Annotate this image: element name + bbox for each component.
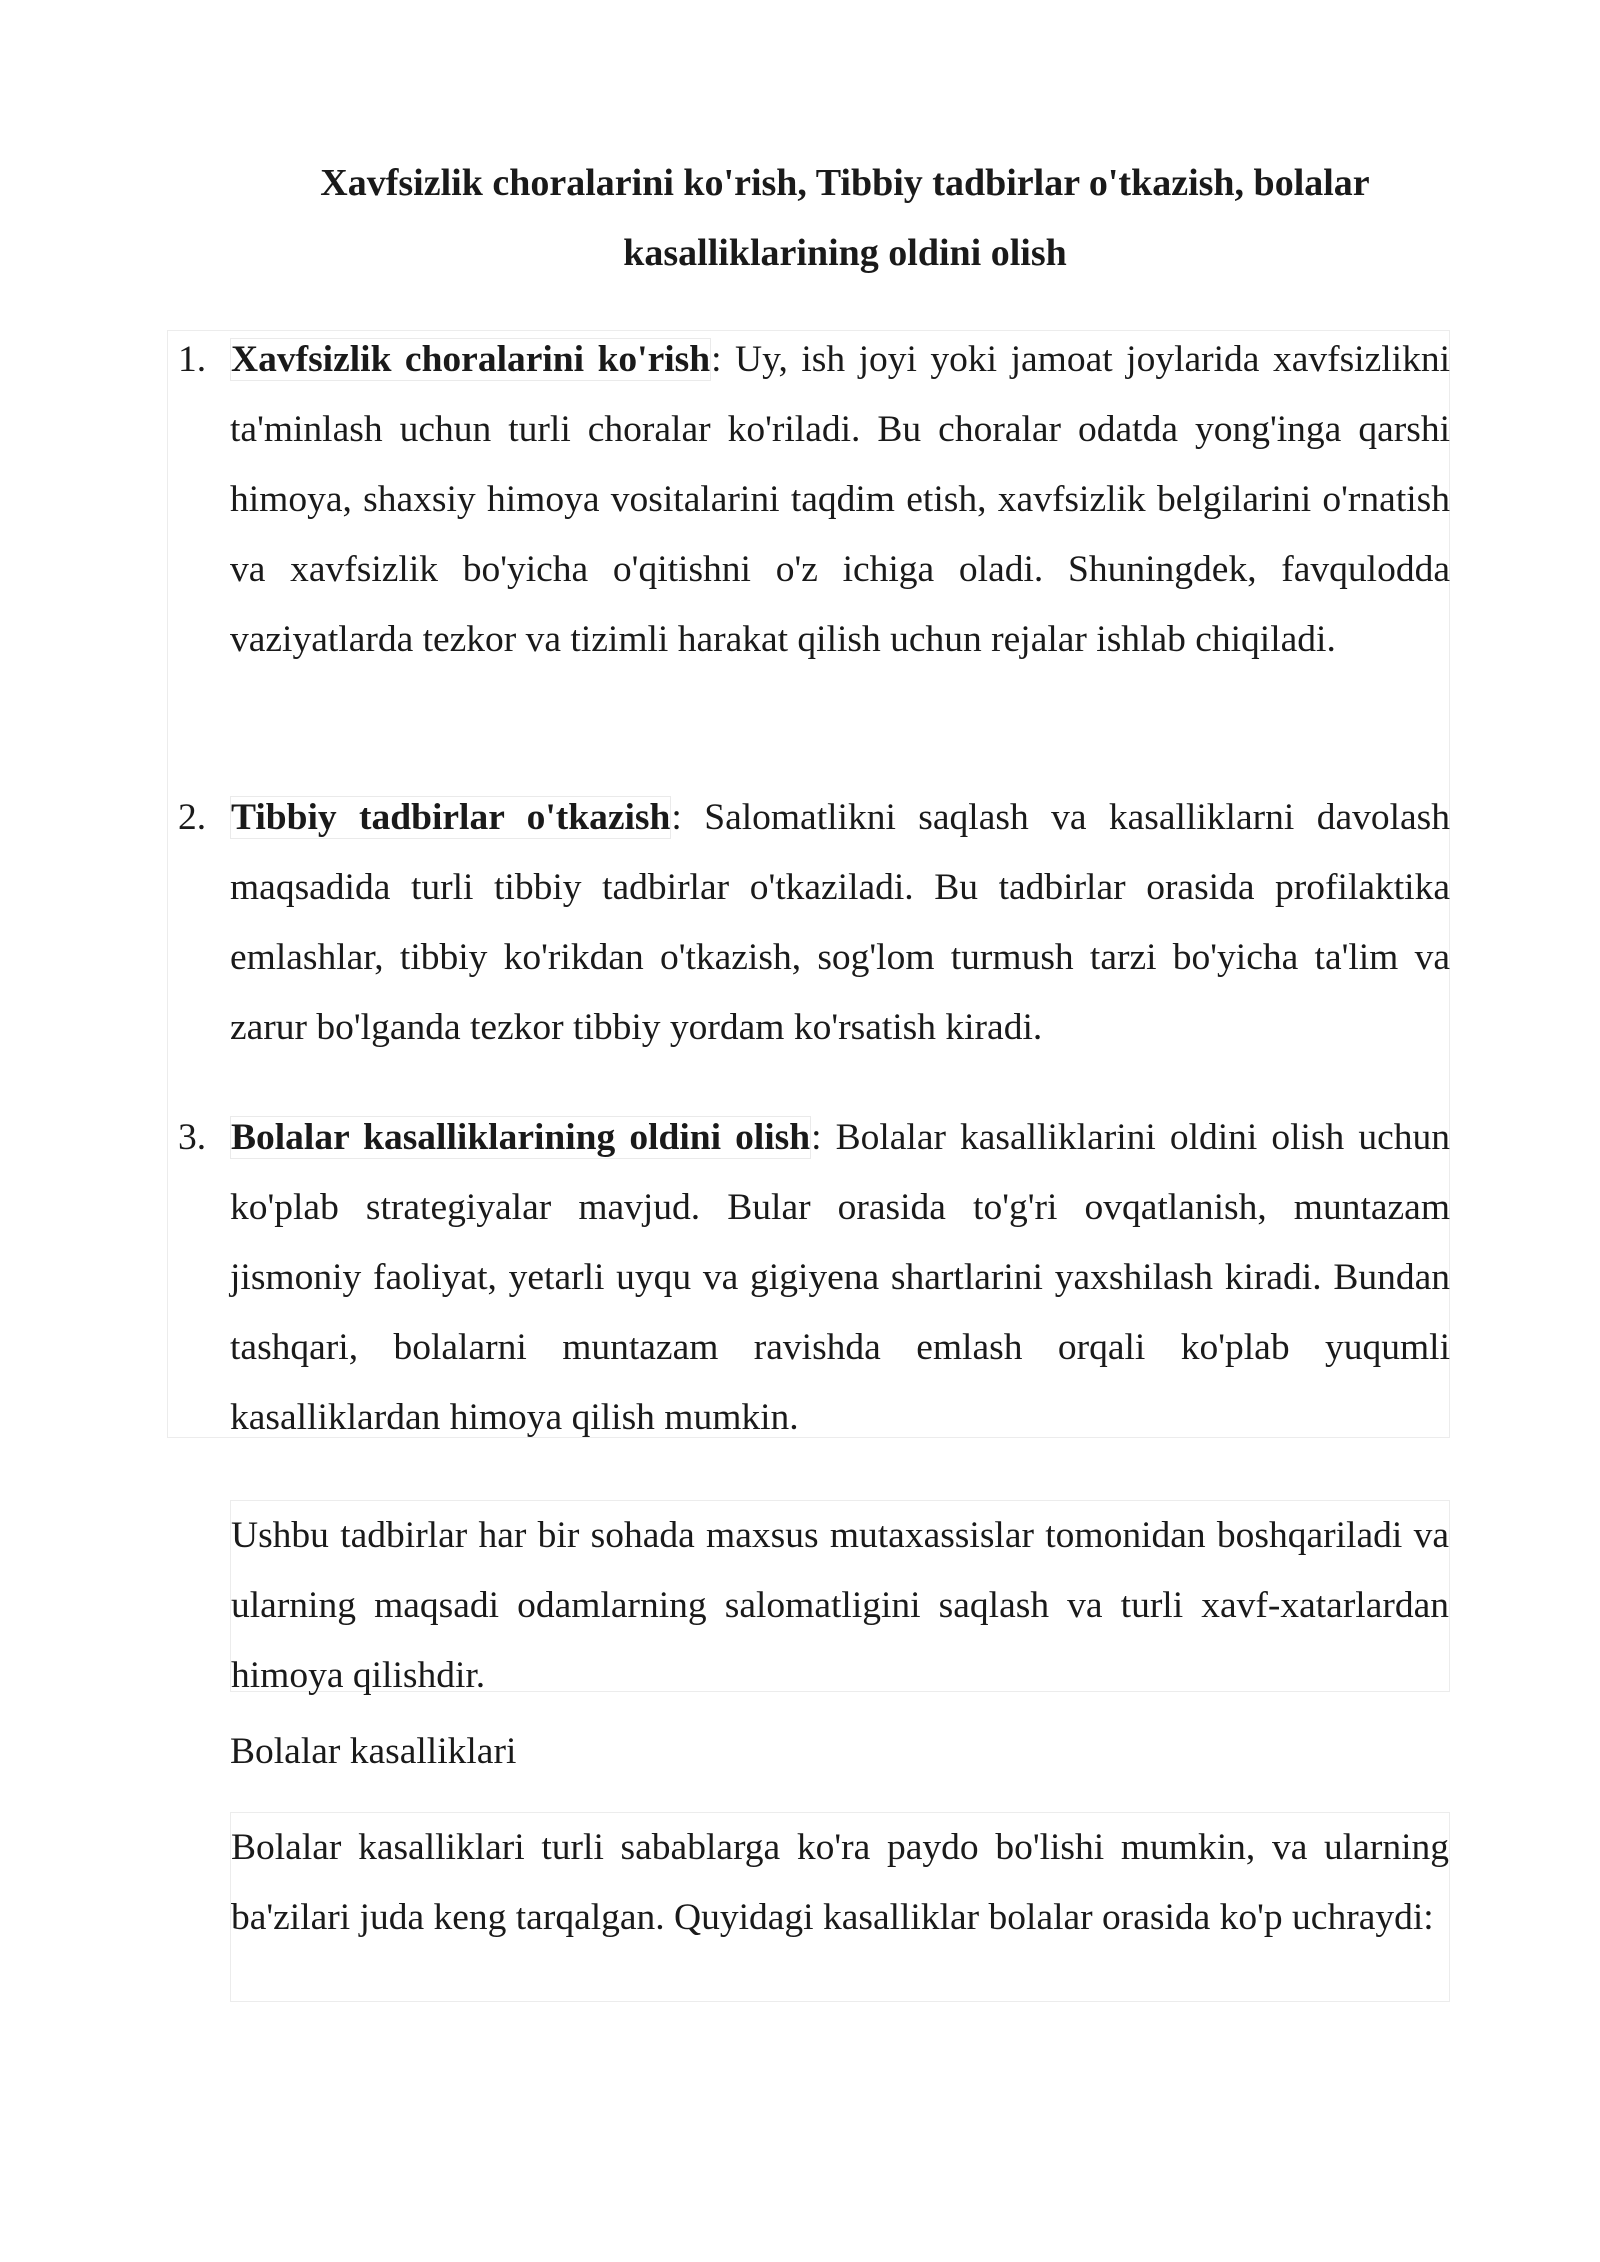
list-item-prevention <box>230 1103 1450 1453</box>
list-item-safety <box>230 325 1450 675</box>
list-item-medical <box>230 783 1450 1063</box>
list-text-medical: : Salomatlikni saqlash va kasalliklarni davolash maqsadida turli tibbiy tadbirlar o'tkaziladi. Bu tadbirlar orasida profilaktika emlashlar, tibbiy ko'rikdan o'tkazish, sog'lom turmush tarzi bo'yicha ta'lim va zarur bo'lganda tezkor tibbiy yordam ko'rsatish kiradi. <box>230 797 1450 1048</box>
list-term-prevention: Bolalar kasalliklarining oldini olish <box>231 1117 811 1158</box>
list-term-safety: Xavfsizlik choralarini ko'rish <box>231 339 711 380</box>
section-heading: Bolalar kasalliklari <box>230 1731 517 1772</box>
list-text-prevention: : Bolalar kasalliklarini oldini olish uchun ko'plab strategiyalar mavjud. Bular orasida to'g'ri ovqatlanish, muntazam jismoniy faoliyat, yetarli uyqu va gigiyena shartlarini yaxshilash kiradi. Bundan tashqari, bolalarni muntazam ravishda emlash orqali ko'plab yuqumli kasalliklardan himoya qilish mumkin. <box>230 1117 1450 1438</box>
list-number-3: 3. <box>178 1117 207 1158</box>
summary-paragraph: Ushbu tadbirlar har bir sohada maxsus mutaxassislar tomonidan boshqariladi va ularning maqsadi odamlarning salomatligini saqlash va turli xavf-xatarlardan himoya qilishdir. <box>230 1500 1450 1692</box>
list-text-safety: : Uy, ish joyi yoki jamoat joylarida xavfsizlikni ta'minlash uchun turli choralar ko'riladi. Bu choralar odatda yong'inga qarshi himoya, shaxsiy himoya vositalarini taqdim etish, xavfsizlik belgilarini o'rnatish va xavfsizlik bo'yicha o'qitishni o'z ichiga oladi. Shuningdek, favqulodda vaziyatlarda tezkor va tizimli harakat qilish uchun rejalar ishlab chiqiladi. <box>230 339 1450 660</box>
list-number-1: 1. <box>178 339 207 380</box>
document-title: Xavfsizlik choralarini ko'rish, Tibbiy tadbirlar o'tkazish, bolalar kasalliklarining oldini olish <box>320 162 1370 274</box>
list-number-2: 2. <box>178 797 207 838</box>
section-paragraph: Bolalar kasalliklari turli sabablarga ko'ra paydo bo'lishi mumkin, va ularning ba'zilari juda keng tarqalgan. Quyidagi kasalliklar bolalar orasida ko'p uchraydi: <box>230 1812 1450 2002</box>
list-term-medical: Tibbiy tadbirlar o'tkazish <box>231 797 671 838</box>
